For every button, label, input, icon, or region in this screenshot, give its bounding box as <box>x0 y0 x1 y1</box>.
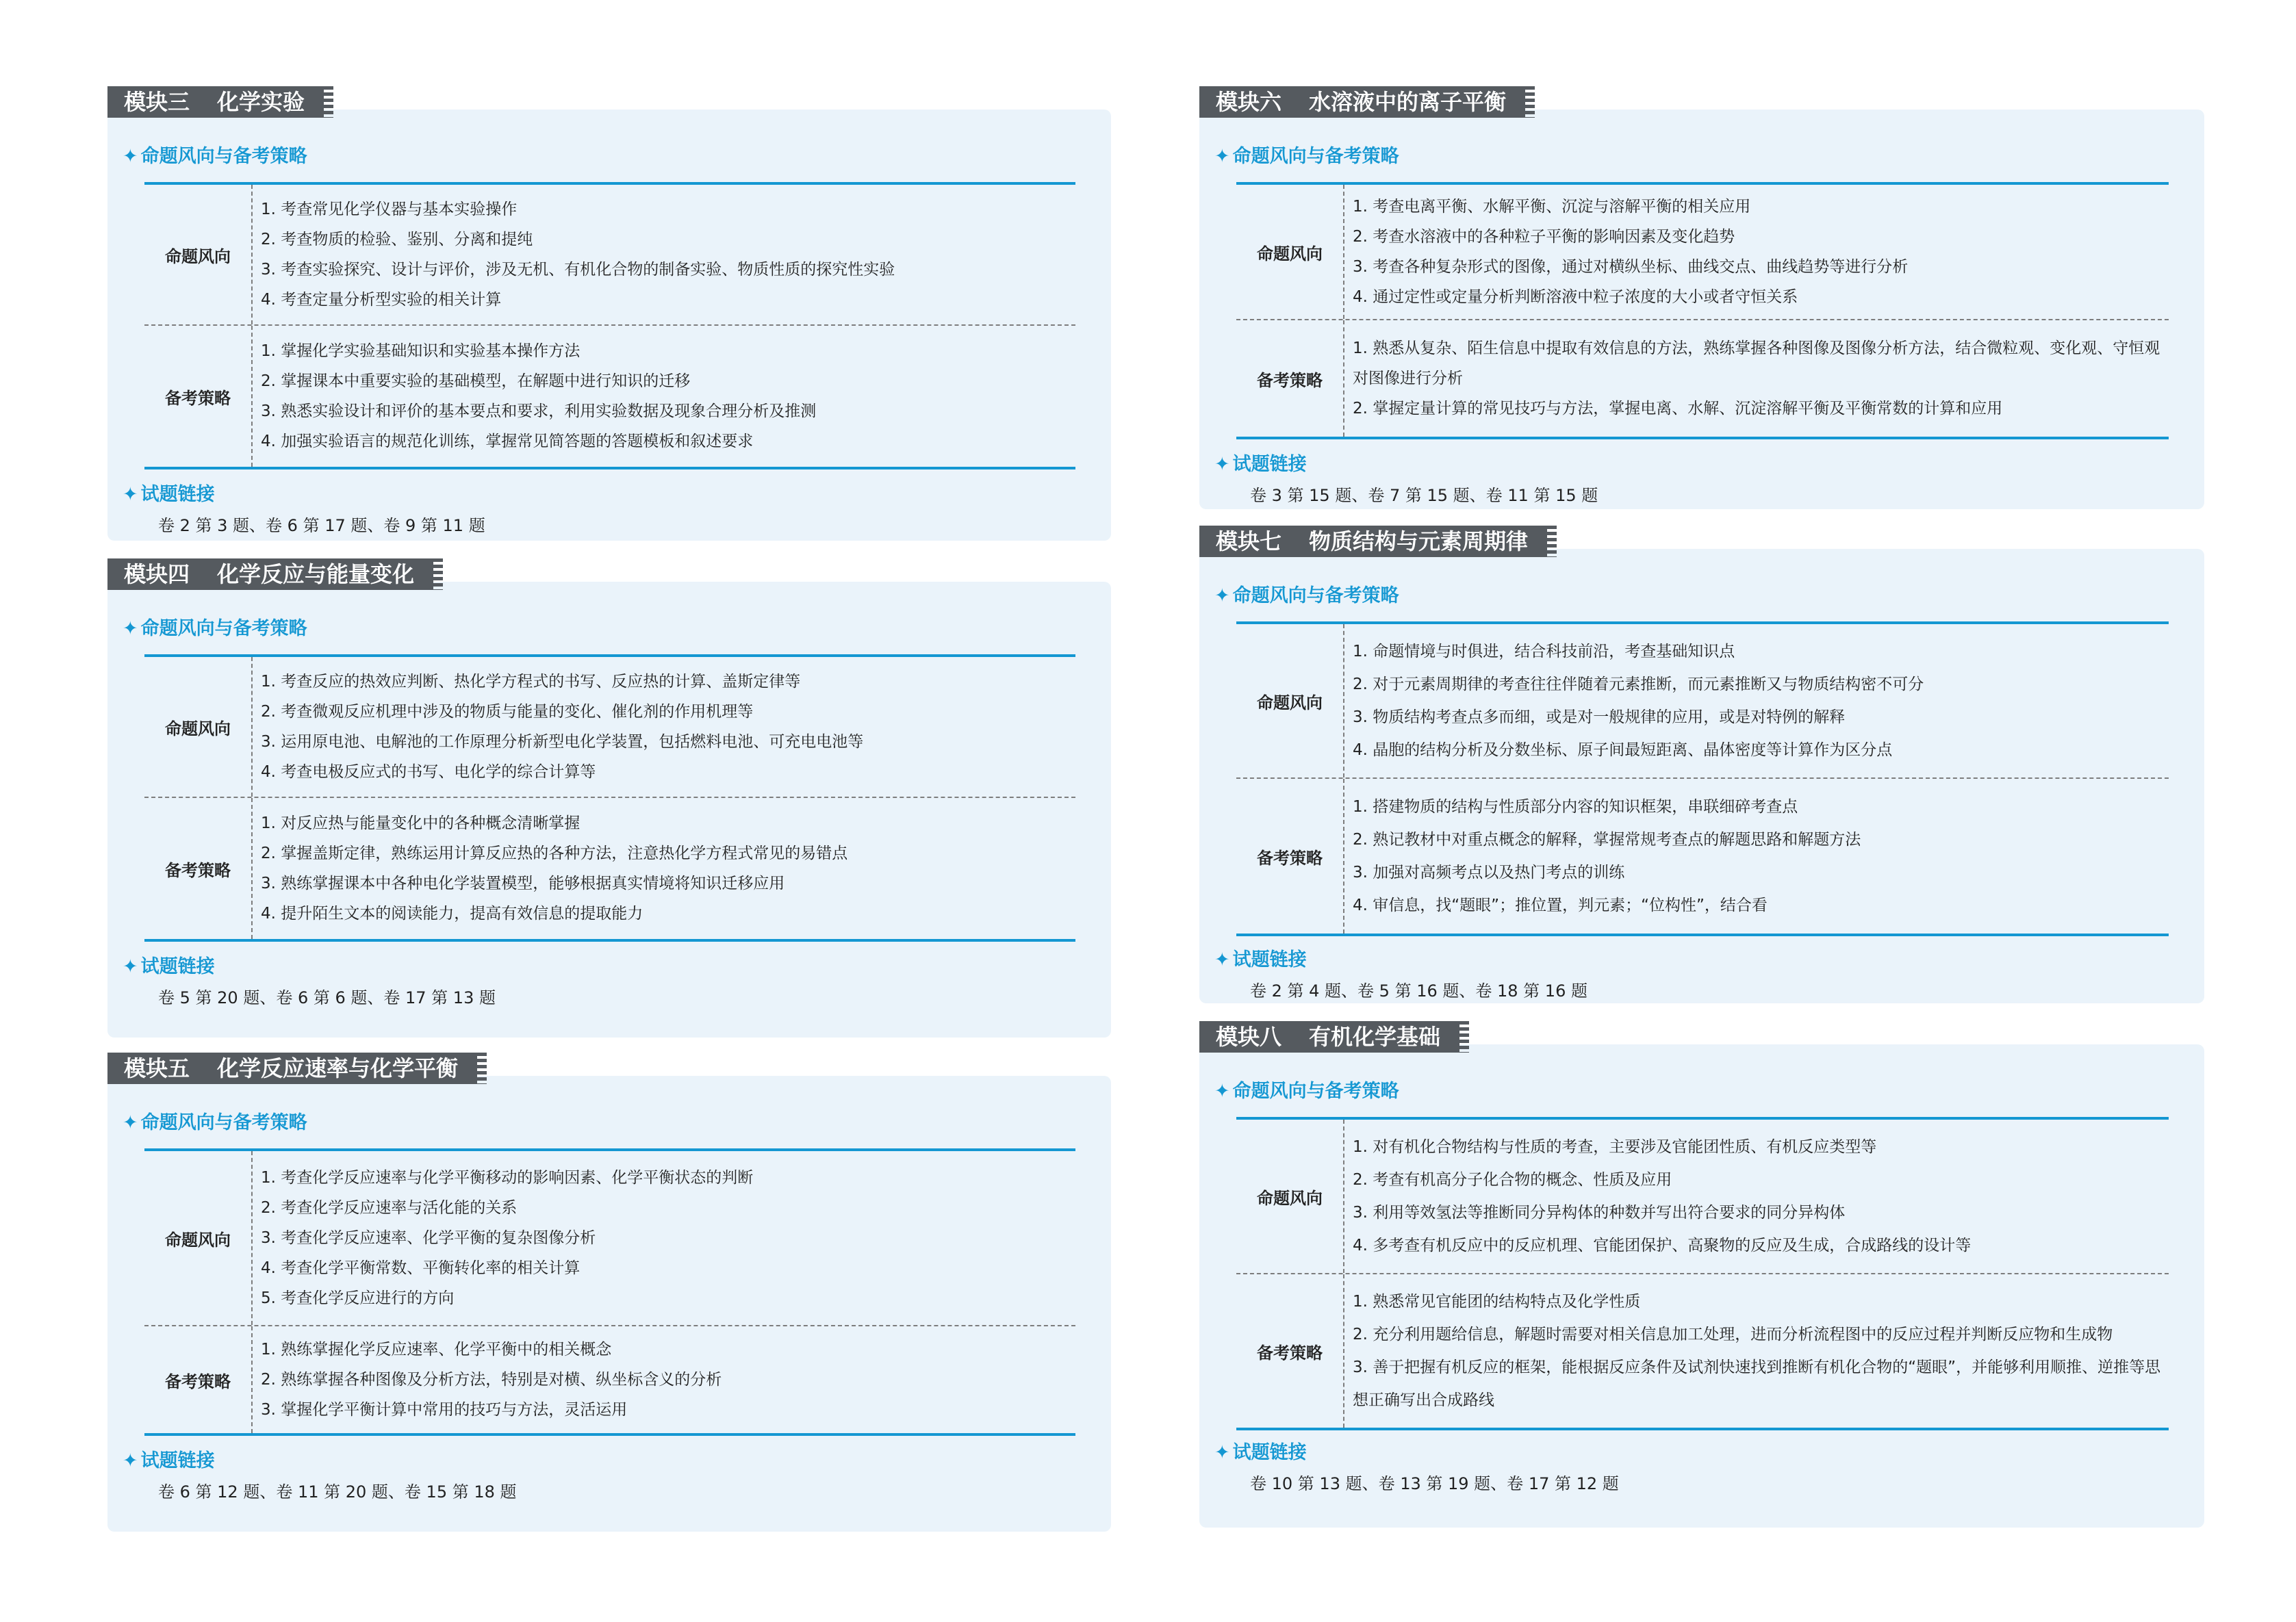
row-strategy <box>144 324 1075 467</box>
module-panel <box>107 110 1111 541</box>
module-panel <box>1199 110 2204 509</box>
row-label-direction: 命题风向 <box>144 657 253 797</box>
direction-item: 2. 考查物质的检验、鉴别、分离和提纯 <box>261 231 533 248</box>
row-direction <box>144 185 1075 324</box>
row-label-direction: 命题风向 <box>1236 185 1344 319</box>
module-panel <box>107 1076 1111 1532</box>
direction-item: 2. 考查有机高分子化合物的概念、性质及应用 <box>1353 1171 1672 1189</box>
strategy-item: 2. 充分利用题给信息，解题时需要对相关信息加工处理，进而分析流程图中的反应过程并判断反应物和生成物 <box>1353 1326 2113 1343</box>
section-title-links <box>123 951 215 978</box>
section-title-direction <box>123 141 307 168</box>
row-label-direction: 命题风向 <box>1236 1120 1344 1273</box>
module-header <box>107 1053 477 1084</box>
strategy-item: 3. 熟练掌握课本中各种电化学装置模型，能够根据真实情境将知识迁移应用 <box>261 875 785 892</box>
module-3 <box>107 86 1111 541</box>
sparkle-icon: ✦ <box>1214 146 1230 167</box>
direction-item: 1. 考查反应的热效应判断、热化学方程式的书写、反应热的计算、盖斯定律等 <box>261 673 801 691</box>
exam-links: 卷 6 第 12 题、卷 11 第 20 题、卷 15 第 18 题 <box>158 1482 517 1502</box>
sparkle-icon: ✦ <box>1214 1081 1230 1102</box>
module-number: 模块八 <box>1216 1024 1282 1050</box>
strategy-item: 4. 加强实验语言的规范化训练，掌握常见简答题的答题模板和叙述要求 <box>261 433 754 450</box>
section-title-links <box>123 1445 215 1472</box>
sparkle-icon: ✦ <box>1214 949 1230 970</box>
section-title-links <box>1214 449 1307 476</box>
module-title: 化学实验 <box>217 89 305 115</box>
strategy-item: 2. 掌握课本中重要实验的基础模型，在解题中进行知识的迁移 <box>261 372 691 390</box>
section-title-text: 试题链接 <box>1232 454 1307 475</box>
section-title-text: 命题风向与备考策略 <box>140 1112 307 1133</box>
exam-links: 卷 10 第 13 题、卷 13 第 19 题、卷 17 第 12 题 <box>1250 1474 1619 1493</box>
strategy-item: 2. 掌握定量计算的常见技巧与方法，掌握电离、水解、沉淀溶解平衡及平衡常数的计算和应用 <box>1353 400 2003 417</box>
section-title-direction <box>1214 141 1399 168</box>
module-number: 模块六 <box>1216 89 1282 115</box>
direction-item: 2. 考查水溶液中的各种粒子平衡的影响因素及变化趋势 <box>1353 228 1735 246</box>
strategy-list <box>1353 1274 2169 1428</box>
section-title-text: 命题风向与备考策略 <box>1232 585 1399 606</box>
row-strategy <box>144 1325 1075 1433</box>
direction-item: 3. 考查各种复杂形式的图像，通过对横纵坐标、曲线交点、曲线趋势等进行分析 <box>1353 258 1909 276</box>
direction-list <box>1353 1120 2169 1273</box>
direction-item: 3. 考查化学反应速率、化学平衡的复杂图像分析 <box>261 1229 596 1247</box>
module-panel <box>1199 1044 2204 1528</box>
section-title-direction <box>1214 1076 1399 1103</box>
section-title-links <box>1214 944 1307 971</box>
strategy-item: 4. 提升陌生文本的阅读能力，提高有效信息的提取能力 <box>261 905 643 923</box>
section-title-text: 试题链接 <box>140 1450 215 1471</box>
direction-item: 4. 晶胞的结构分析及分数坐标、原子间最短距离、晶体密度等计算作为区分点 <box>1353 741 1893 759</box>
direction-item: 2. 考查微观反应机理中涉及的物质与能量的变化、催化剂的作用机理等 <box>261 703 754 721</box>
module-6 <box>1199 86 2204 509</box>
row-label-direction: 命题风向 <box>144 185 253 324</box>
row-direction <box>144 1151 1075 1325</box>
direction-item: 4. 考查电极反应式的书写、电化学的综合计算等 <box>261 763 596 781</box>
direction-item: 4. 考查定量分析型实验的相关计算 <box>261 291 502 309</box>
module-number: 模块五 <box>124 1055 190 1081</box>
strategy-list <box>261 326 1075 467</box>
direction-item: 1. 对有机化合物结构与性质的考查，主要涉及官能团性质、有机反应类型等 <box>1353 1138 1877 1156</box>
section-title-text: 命题风向与备考策略 <box>1232 1081 1399 1102</box>
strategy-item: 1. 熟悉常见官能团的结构特点及化学性质 <box>1353 1293 1641 1311</box>
direction-item: 4. 考查化学平衡常数、平衡转化率的相关计算 <box>261 1259 581 1277</box>
row-direction <box>1236 624 2169 777</box>
direction-strategy-table <box>144 654 1075 942</box>
row-direction <box>1236 1120 2169 1273</box>
module-5 <box>107 1053 1111 1532</box>
direction-strategy-table <box>1236 621 2169 936</box>
row-label-direction: 命题风向 <box>144 1151 253 1325</box>
strategy-item: 3. 加强对高频考点以及热门考点的训练 <box>1353 864 1625 881</box>
direction-strategy-table <box>144 182 1075 469</box>
strategy-item: 3. 善于把握有机反应的框架，能根据反应条件及试剂快速找到推断有机化合物的“题眼”，并能够利用顺推、逆推等思想正确写出合成路线 <box>1353 1359 2161 1409</box>
direction-list <box>1353 624 2169 777</box>
module-title: 水溶液中的离子平衡 <box>1309 89 1507 115</box>
strategy-list <box>261 798 1075 939</box>
row-strategy <box>1236 1273 2169 1428</box>
section-title-text: 试题链接 <box>1232 1442 1307 1463</box>
direction-list <box>261 657 1075 797</box>
direction-list <box>261 185 1075 324</box>
direction-item: 4. 多考查有机反应中的反应机理、官能团保护、高聚物的反应及生成，合成路线的设计等 <box>1353 1237 1972 1254</box>
module-panel <box>1199 549 2204 1003</box>
sparkle-icon: ✦ <box>123 1112 138 1133</box>
module-8 <box>1199 1021 2204 1528</box>
row-direction <box>1236 185 2169 319</box>
row-direction <box>144 657 1075 797</box>
module-header <box>107 86 324 118</box>
module-number: 模块四 <box>124 561 190 587</box>
module-number: 模块三 <box>124 89 190 115</box>
sparkle-icon: ✦ <box>123 146 138 167</box>
exam-links: 卷 2 第 4 题、卷 5 第 16 题、卷 18 第 16 题 <box>1250 981 1587 1001</box>
strategy-item: 4. 审信息，找“题眼”；推位置，判元素；“位构性”，结合看 <box>1353 897 1768 914</box>
strategy-list <box>1353 779 2169 934</box>
sparkle-icon: ✦ <box>1214 454 1230 475</box>
sparkle-icon: ✦ <box>1214 585 1230 606</box>
section-title-text: 试题链接 <box>140 484 215 505</box>
exam-links: 卷 5 第 20 题、卷 6 第 6 题、卷 17 第 13 题 <box>158 988 496 1007</box>
strategy-item: 1. 搭建物质的结构与性质部分内容的知识框架，串联细碎考查点 <box>1353 798 1798 816</box>
sparkle-icon: ✦ <box>123 1450 138 1471</box>
direction-strategy-table <box>144 1148 1075 1436</box>
section-title-text: 命题风向与备考策略 <box>140 146 307 167</box>
sparkle-icon: ✦ <box>1214 1442 1230 1463</box>
direction-item: 4. 通过定性或定量分析判断溶液中粒子浓度的大小或者守恒关系 <box>1353 288 1798 306</box>
section-title-text: 命题风向与备考策略 <box>1232 146 1399 167</box>
row-label-strategy: 备考策略 <box>144 798 253 939</box>
row-label-strategy: 备考策略 <box>1236 779 1344 934</box>
strategy-item: 2. 掌握盖斯定律，熟练运用计算反应热的各种方法，注意热化学方程式常见的易错点 <box>261 845 848 862</box>
strategy-item: 2. 熟练掌握各种图像及分析方法，特别是对横、纵坐标含义的分析 <box>261 1371 722 1389</box>
strategy-list <box>261 1326 1075 1433</box>
sparkle-icon: ✦ <box>123 618 138 639</box>
module-header <box>1199 526 1547 557</box>
direction-item: 1. 考查常见化学仪器与基本实验操作 <box>261 201 518 218</box>
module-number: 模块七 <box>1216 528 1282 554</box>
section-title-links <box>1214 1437 1307 1464</box>
direction-list <box>261 1151 1075 1325</box>
row-strategy <box>144 797 1075 939</box>
direction-item: 3. 利用等效氢法等推断同分异构体的种数并写出符合要求的同分异构体 <box>1353 1204 1846 1222</box>
row-label-strategy: 备考策略 <box>144 1326 253 1433</box>
module-header <box>107 558 433 590</box>
strategy-item: 2. 熟记教材中对重点概念的解释，掌握常规考查点的解题思路和解题方法 <box>1353 831 1861 849</box>
module-panel <box>107 582 1111 1038</box>
section-title-direction <box>123 1107 307 1134</box>
row-label-strategy: 备考策略 <box>1236 1274 1344 1428</box>
row-label-direction: 命题风向 <box>1236 624 1344 777</box>
module-header <box>1199 1021 1459 1053</box>
direction-list <box>1353 185 2169 319</box>
direction-strategy-table <box>1236 1117 2169 1430</box>
strategy-item: 1. 对反应热与能量变化中的各种概念清晰掌握 <box>261 814 581 832</box>
row-label-strategy: 备考策略 <box>144 326 253 467</box>
module-7 <box>1199 526 2204 1003</box>
direction-item: 5. 考查化学反应进行的方向 <box>261 1289 455 1307</box>
section-title-direction <box>123 613 307 640</box>
module-title: 有机化学基础 <box>1309 1024 1441 1050</box>
direction-item: 3. 考查实验探究、设计与评价，涉及无机、有机化合物的制备实验、物质性质的探究性实验 <box>261 261 895 279</box>
section-title-links <box>123 479 215 506</box>
row-strategy <box>1236 777 2169 934</box>
direction-item: 1. 考查电离平衡、水解平衡、沉淀与溶解平衡的相关应用 <box>1353 198 1751 216</box>
direction-strategy-table <box>1236 182 2169 439</box>
sparkle-icon: ✦ <box>123 484 138 505</box>
module-header <box>1199 86 1525 118</box>
direction-item: 1. 命题情境与时俱进，结合科技前沿，考查基础知识点 <box>1353 643 1735 660</box>
module-title: 化学反应与能量变化 <box>217 561 415 587</box>
direction-item: 2. 考查化学反应速率与活化能的关系 <box>261 1199 518 1217</box>
row-strategy <box>1236 319 2169 437</box>
module-title: 化学反应速率与化学平衡 <box>217 1055 459 1081</box>
strategy-item: 1. 熟悉从复杂、陌生信息中提取有效信息的方法，熟练掌握各种图像及图像分析方法，结合微粒观、变化观、守恒观对图像进行分析 <box>1353 339 2160 387</box>
strategy-item: 3. 熟悉实验设计和评价的基本要点和要求，利用实验数据及现象合理分析及推测 <box>261 402 817 420</box>
strategy-item: 3. 掌握化学平衡计算中常用的技巧与方法，灵活运用 <box>261 1401 628 1419</box>
strategy-item: 1. 熟练掌握化学反应速率、化学平衡中的相关概念 <box>261 1341 612 1359</box>
strategy-list <box>1353 320 2169 437</box>
row-label-strategy: 备考策略 <box>1236 320 1344 437</box>
section-title-direction <box>1214 580 1399 607</box>
exam-links: 卷 3 第 15 题、卷 7 第 15 题、卷 11 第 15 题 <box>1250 486 1598 505</box>
section-title-text: 命题风向与备考策略 <box>140 618 307 639</box>
module-4 <box>107 558 1111 1038</box>
module-title: 物质结构与元素周期律 <box>1309 528 1529 554</box>
direction-item: 3. 运用原电池、电解池的工作原理分析新型电化学装置，包括燃料电池、可充电电池等 <box>261 733 864 751</box>
sparkle-icon: ✦ <box>123 956 138 977</box>
direction-item: 1. 考查化学反应速率与化学平衡移动的影响因素、化学平衡状态的判断 <box>261 1169 754 1187</box>
exam-links: 卷 2 第 3 题、卷 6 第 17 题、卷 9 第 11 题 <box>158 516 485 535</box>
direction-item: 3. 物质结构考查点多而细，或是对一般规律的应用，或是对特例的解释 <box>1353 708 1846 726</box>
section-title-text: 试题链接 <box>1232 949 1307 970</box>
section-title-text: 试题链接 <box>140 956 215 977</box>
direction-item: 2. 对于元素周期律的考查往往伴随着元素推断，而元素推断又与物质结构密不可分 <box>1353 675 1924 693</box>
strategy-item: 1. 掌握化学实验基础知识和实验基本操作方法 <box>261 342 581 360</box>
